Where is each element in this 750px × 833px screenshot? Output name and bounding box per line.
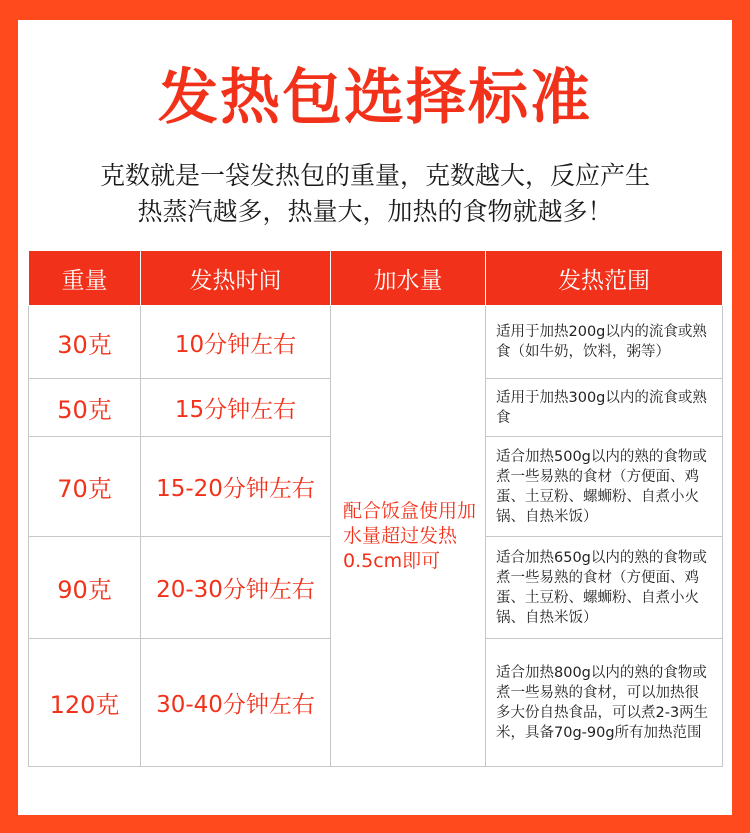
water-note-cell: 配合饭盒使用加水量超过发热0.5cm即可 [331,306,486,767]
weight-cell: 120克 [29,639,141,767]
header-weight: 重量 [29,251,141,306]
weight-cell: 30克 [29,306,141,379]
time-cell: 10分钟左右 [141,306,331,379]
description-line-2: 热蒸汽越多，热量大，加热的食物就越多！ [137,197,613,226]
selection-table [28,250,723,767]
table-header-row [29,251,723,306]
range-cell: 适合加热800g以内的熟的食物或煮一些易熟的食材，可以加热很多大份自热食品，可以煮2-3两生米，具备70g-90g所有加热范围 [486,639,723,767]
page-title: 发热包选择标准 [158,63,592,133]
time-cell: 30-40分钟左右 [141,639,331,767]
time-cell: 20-30分钟左右 [141,537,331,639]
table-row [29,306,723,379]
description [0,158,750,230]
weight-cell: 70克 [29,437,141,537]
description-line-1: 克数就是一袋发热包的重量，克数越大，反应产生 [99,161,650,190]
range-cell: 适合加热500g以内的熟的食物或煮一些易熟的食材（方便面、鸡蛋、土豆粉、螺蛳粉、自煮小火锅、自热米饭） [486,437,723,537]
range-cell: 适用于加热300g以内的流食或熟食 [486,379,723,437]
weight-cell: 90克 [29,537,141,639]
range-cell: 适用于加热200g以内的流食或熟食（如牛奶，饮料，粥等） [486,306,723,379]
weight-cell: 50克 [29,379,141,437]
range-cell: 适合加热650g以内的熟的食物或煮一些易熟的食材（方便面、鸡蛋、土豆粉、螺蛳粉、自煮小火锅、自热米饭） [486,537,723,639]
header-heating-range: 发热范围 [486,251,723,306]
header-heating-time: 发热时间 [141,251,331,306]
time-cell: 15-20分钟左右 [141,437,331,537]
header-water-amount: 加水量 [331,251,486,306]
time-cell: 15分钟左右 [141,379,331,437]
